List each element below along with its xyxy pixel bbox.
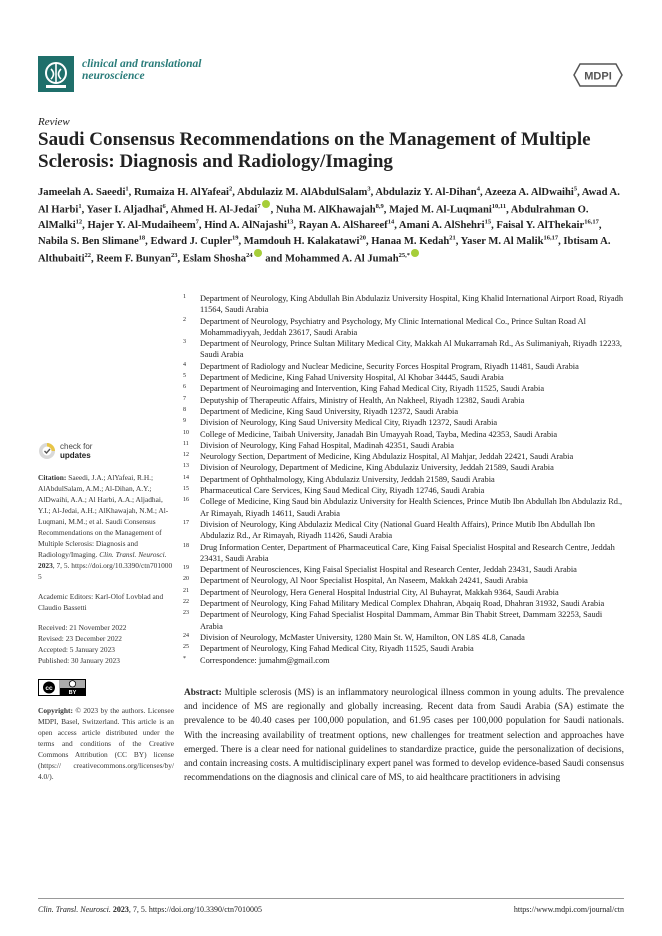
affiliation-text: Drug Information Center, Department of Pharmaceutical Care, King Faisal Specialist Hospital and Research Centre, Jeddah 23431, Saudi Arabia	[200, 542, 615, 563]
affiliation-text: Division of Neurology, King Fahad Hospital, Madinah 42351, Saudi Arabia	[200, 440, 454, 450]
check-updates-line2: updates	[60, 451, 91, 460]
affiliation-item	[183, 655, 625, 666]
affiliation-number: 6	[183, 384, 186, 391]
affiliation-text[interactable]: Correspondence: jumahm@gmail.com	[200, 655, 330, 665]
article-title: Saudi Consensus Recommendations on the Management of Multiple Sclerosis: Diagnosis and Radiology/Imaging	[38, 129, 591, 172]
author-name: Azeeza A. AlDwaihi	[484, 187, 574, 198]
affiliation-item	[183, 519, 625, 542]
author-affiliation-ref: 7	[195, 218, 199, 226]
author-affiliation-ref: 4	[476, 185, 480, 193]
citation-block	[38, 472, 174, 582]
affiliation-text: Department of Neuroimaging and Intervention, King Fahad Medical City, Riyadh 11525, Saudi Arabia	[200, 384, 545, 394]
affiliation-text: Department of Medicine, King Fahad University Hospital, Al Khobar 34445, Saudi Arabia	[200, 373, 504, 383]
affiliation-text: Department of Neurology, Psychiatry and Psychology, My Clinic International Medical Co., Prince Sultan Road Al Mohammadiyyah, Jeddah 23617, Saudi Arabia	[200, 316, 586, 337]
article-sidebar	[38, 440, 174, 782]
affiliation-number: 24	[183, 632, 189, 639]
author-affiliation-ref: 16,17	[584, 218, 599, 226]
author-affiliation-ref: 22	[84, 252, 92, 260]
abstract-label: Abstract:	[184, 688, 222, 698]
citation-doi-link[interactable]: https://doi.org/10.3390/ctn7010005	[38, 561, 173, 581]
affiliation-item	[183, 474, 625, 485]
footer-journal: Clin. Transl. Neurosci.	[38, 905, 111, 914]
affiliation-number: 18	[183, 542, 189, 549]
copyright-label: Copyright:	[38, 706, 73, 715]
affiliation-number: 8	[183, 406, 186, 413]
author-name: Majed M. Al-Luqmani	[389, 204, 492, 216]
affiliation-item	[183, 293, 625, 316]
affiliation-number: 17	[183, 519, 189, 526]
author-name: Ibtisam A. Althubaiti	[38, 235, 611, 265]
affiliation-number: 10	[183, 429, 189, 436]
affiliation-number: 12	[183, 452, 189, 459]
author-name: Edward J. Cupler	[150, 235, 232, 247]
affiliation-item	[183, 632, 625, 643]
affiliation-number: 19	[183, 565, 189, 572]
affiliation-item	[183, 564, 625, 575]
affiliation-number: 4	[183, 361, 186, 368]
author-name: Jameelah A. Saeedi	[38, 187, 126, 198]
affiliation-item	[183, 395, 625, 406]
author-affiliation-ref: 6	[162, 203, 166, 211]
affiliation-item	[183, 575, 625, 586]
affiliation-text: Department of Neurology, King Abdullah Bin Abdulaziz University Hospital, King Khalid International Airport Road, Riyadh 11564, Saudi Arabia	[200, 294, 624, 315]
author-affiliation-ref: 24	[246, 252, 253, 260]
footer-divider	[38, 898, 624, 899]
affiliation-text: Pharmaceutical Care Services, King Saud Medical City, Riyadh 12746, Saudi Arabia	[200, 486, 485, 496]
author-affiliation-ref: 21	[449, 234, 456, 242]
author-name: Ahmed H. Al-Jedai	[170, 204, 258, 216]
author-name: Abdulrahman O. AlMalki	[38, 204, 589, 232]
affiliation-number: 3	[183, 339, 186, 346]
check-updates-line1: check for	[60, 442, 93, 451]
author-affiliation-ref: 10,11	[491, 203, 507, 211]
author-affiliation-ref: 20	[359, 234, 366, 242]
author-affiliation-ref: 19	[232, 234, 239, 242]
affiliation-item	[183, 496, 625, 519]
affiliation-item	[183, 598, 625, 609]
author-name: Nuha M. AlKhawajah	[275, 204, 376, 216]
affiliation-item	[183, 462, 625, 473]
affiliation-item	[183, 417, 625, 428]
author-affiliation-ref: 5	[573, 185, 578, 193]
affiliation-item	[183, 361, 625, 372]
author-name: Reem F. Bunyan	[96, 253, 171, 265]
affiliation-item	[183, 406, 625, 417]
author-affiliation-ref: 12	[75, 218, 83, 226]
affiliation-text: Department of Neurology, Al Noor Specialist Hospital, An Naseem, Makkah 24241, Saudi Arabia	[200, 576, 528, 586]
affiliation-number: 15	[183, 486, 189, 493]
affiliation-number: 16	[183, 497, 189, 504]
journal-name-line2: neuroscience	[82, 70, 145, 82]
affiliation-number: 1	[183, 294, 186, 300]
publication-dates	[38, 622, 174, 666]
affiliation-text: Department of Neurosciences, King Faisal Specialist Hospital and Research Center, Jeddah 23431, Saudi Arabia	[200, 565, 577, 575]
author-name: Amani A. AlShehri	[398, 220, 485, 232]
citation-journal: Clin. Transl. Neurosci.	[99, 550, 167, 559]
affiliation-list	[183, 293, 625, 666]
affiliation-text: College of Medicine, Taibah University, Janadah Bin Umayyah Road, Tayba, Medina 42353, Saudi Arabia	[200, 429, 558, 439]
affiliation-item	[183, 429, 625, 440]
affiliation-item	[183, 643, 625, 654]
affiliation-text: Division of Neurology, Department of Medicine, King Abdulaziz University, Jeddah 21589, Saudi Arabia	[200, 463, 554, 473]
abstract-text: Multiple sclerosis (MS) is an inflammatory neurological illness common in young adults. The prevalence and incidence of MS are regionally and globally increasing. Recent data from Saudi Arabia (SA) estimate the prevalence to be 40.40 cases per 100,000 population, and 61.95 cases per 100,000 population for Saudi nationals. With the increasing availability of treatment options, new challenges for treatment selection and approaches have emerged. There is a clear need for national guidelines to standardize practice, guide the personalization of decisions, and contain increasing costs. A multidisciplinary expert panel was formed to develop evidence-based Saudi consensus recommendations on the diagnosis and clinical care of MS, to aid healthcare practitioners in advising	[184, 688, 624, 784]
check-updates-label	[60, 442, 92, 460]
copyright-notice	[38, 705, 174, 782]
author-name: Awad A. Al Harbi	[38, 187, 620, 216]
author-name: Rayan A. AlShareef	[298, 220, 388, 232]
affiliation-text: Neurology Section, Department of Medicine, King Abdulaziz Hospital, Al Mahjar, Jeddah 22421, Saudi Arabia	[200, 452, 574, 462]
author-affiliation-ref: 18	[138, 234, 146, 242]
affiliation-item	[183, 609, 625, 632]
author-name: Rumaiza H. AlYafeai	[133, 187, 229, 198]
accepted-date: Accepted: 5 January 2023	[38, 645, 115, 654]
affiliation-number: 25	[183, 644, 189, 651]
affiliation-text: Division of Neurology, King Abdulaziz Medical City (National Guard Health Affairs), Prince Mutib Ibn Abdullah Ibn Abdulaziz Rd., Ar Rimayah, Riyadh 11426, Saudi Arabia	[200, 519, 595, 541]
copyright-text: © 2023 by the authors. Licensee MDPI, Basel, Switzerland. This article is an open access article distributed under the terms and conditions of the Creative Commons Attribution (CC BY) license (https:// creativecommons.org/licenses/by/ 4.0/).	[38, 706, 174, 781]
affiliation-item	[183, 587, 625, 598]
citation-text: Saeedi, J.A.; AlYafeai, R.H.; AlAbdulSalam, A.M.; Al-Dihan, A.Y.; AlDwaihi, A.A.; Al Harbi, A.A.; Aljadhai, Y.I.; Al-Jedai, A.H.; AlKhawajah, N.M.; Al-Luqmani, M.M.; et al. Saudi Consensus Recommendations on the Management of Multiple Sclerosis: Diagnosis and Radiology/Imaging.	[38, 473, 169, 559]
affiliation-text: Department of Neurology, King Fahad Specialist Hospital Dammam, Ammar Bin Thabit Street, Dammam 32253, Saudi Arabia	[200, 610, 603, 631]
orcid-icon[interactable]	[254, 249, 262, 257]
affiliation-text: Department of Neurology, Prince Sultan Military Medical City, Makkah Al Mukarramah Rd., As Sulimaniyah, Riyadh 12233, Saudi Arabia	[200, 339, 623, 360]
affiliation-number: *	[183, 655, 186, 662]
author-affiliation-ref: 14	[387, 218, 395, 226]
affiliation-item	[183, 338, 625, 361]
author-affiliation-ref: 8,9	[375, 203, 384, 211]
author-name: Nabila S. Ben Slimane	[38, 235, 139, 247]
author-name: Mohammed A. Al Jumah	[284, 253, 399, 265]
footer-doi[interactable]: , 7, 5. https://doi.org/10.3390/ctn7010005	[128, 905, 263, 914]
affiliation-number: 22	[183, 599, 189, 606]
footer-journal-url[interactable]: https://www.mdpi.com/journal/ctn	[513, 905, 624, 914]
orcid-icon[interactable]	[262, 200, 270, 208]
author-joiner: and	[265, 253, 283, 265]
cc-by-license-icon[interactable]	[38, 679, 86, 696]
affiliation-item	[183, 542, 625, 565]
journal-name-line1: clinical and translational	[82, 58, 202, 70]
footer-year: 2023	[112, 905, 129, 914]
affiliation-number: 2	[183, 316, 186, 323]
journal-logo-icon	[38, 56, 74, 92]
affiliation-item	[183, 372, 625, 383]
author-name: Abdulaziz M. AlAbdulSalam	[236, 187, 368, 198]
affiliation-text: Department of Neurology, King Fahad Medical City, Riyadh 11525, Saudi Arabia	[200, 644, 474, 654]
affiliation-text: Department of Neurology, Hera General Hospital Industrial City, Al Buhayrat, Makkah 9364, Saudi Arabia	[200, 587, 559, 597]
affiliation-text: Department of Radiology and Nuclear Medicine, Security Forces Hospital Program, Riyadh 11481, Saudi Arabia	[200, 361, 579, 371]
article-type: Review	[38, 116, 70, 128]
citation-volume: , 7, 5.	[52, 561, 70, 570]
affiliation-text: Division of Neurology, King Saud University Medical City, Riyadh 12372, Saudi Arabia	[200, 418, 498, 428]
cc-by-label: BY	[68, 690, 77, 696]
affiliation-number: 13	[183, 463, 189, 470]
author-name: Abdulaziz Y. Al-Dihan	[375, 187, 477, 198]
author-affiliation-ref: 16,17	[543, 234, 559, 242]
author-affiliation-ref: 25,*	[398, 252, 410, 260]
affiliation-item	[183, 485, 625, 496]
published-date: Published: 30 January 2023	[38, 656, 120, 665]
affiliation-number: 7	[183, 395, 186, 402]
affiliation-item	[183, 316, 625, 339]
affiliation-text: College of Medicine, King Saud bin Abdulaziz University for Health Sciences, Prince Mutib Ibn Abdullah Ibn Abdulaziz Rd., Ar Rimayah, Riyadh 14611, Saudi Arabia	[200, 497, 623, 518]
author-affiliation-ref: 1	[125, 185, 129, 193]
citation-label: Citation:	[38, 473, 67, 482]
received-date: Received: 21 November 2022	[38, 623, 127, 632]
author-name: Eslam Shosha	[182, 253, 247, 265]
academic-editors: Academic Editors: Karl-Olof Lovblad and Claudio Bassetti	[38, 592, 164, 612]
mdpi-logo-icon	[572, 60, 624, 90]
author-affiliation-ref: 23	[170, 252, 178, 260]
author-affiliation-ref: 7	[257, 203, 261, 211]
author-name: Hajer Y. Al-Mudaiheem	[87, 220, 196, 232]
affiliation-item	[183, 383, 625, 394]
affiliation-number: 23	[183, 610, 189, 617]
author-name: Hind A. AlNajashi	[204, 220, 287, 232]
affiliation-text: Division of Neurology, McMaster University, 1280 Main St. W, Hamilton, ON L8S 4L8, Canada	[200, 632, 525, 642]
author-name: Hanaa M. Kedah	[371, 235, 450, 247]
affiliation-text: Department of Ophthalmology, King Abdulaziz University, Jeddah 21589, Saudi Arabia	[200, 474, 495, 484]
affiliation-text: Deputyship of Therapeutic Affairs, Ministry of Health, An Nakheel, Riyadh 12382, Saudi Arabia	[200, 395, 525, 405]
revised-date: Revised: 23 December 2022	[38, 634, 122, 643]
check-updates-icon	[38, 442, 56, 460]
orcid-icon[interactable]	[411, 249, 419, 257]
publisher-name: MDPI	[584, 70, 612, 83]
author-affiliation-ref: 15	[484, 218, 492, 226]
author-affiliation-ref: 13	[286, 218, 294, 226]
affiliation-number: 11	[183, 440, 189, 447]
affiliation-number: 5	[183, 373, 186, 380]
affiliation-number: 14	[183, 474, 189, 481]
affiliation-text: Department of Medicine, King Saud University, Riyadh 12372, Saudi Arabia	[200, 406, 459, 416]
affiliation-text: Department of Neurology, King Fahad Military Medical Complex Dhahran, Abqaiq Road, Dhahran 31932, Saudi Arabia	[200, 599, 605, 609]
author-name: Mamdouh H. Kalakatawi	[243, 235, 360, 247]
abstract-section	[184, 686, 624, 785]
author-name: Yaser M. Al Malik	[460, 235, 544, 247]
journal-header	[38, 56, 624, 96]
journal-name	[82, 58, 212, 82]
check-for-updates-button[interactable]	[38, 440, 174, 464]
author-name: Faisal Y. AlThekair	[496, 220, 585, 232]
author-affiliation-ref: 1	[78, 203, 82, 211]
footer-citation	[38, 905, 262, 914]
citation-year: 2023	[38, 561, 53, 570]
author-affiliation-ref: 3	[367, 185, 371, 193]
affiliation-number: 20	[183, 576, 189, 583]
affiliation-number: 21	[183, 587, 189, 594]
affiliation-item	[183, 451, 625, 462]
affiliation-number: 9	[183, 418, 186, 425]
author-affiliation-ref: 2	[229, 185, 233, 193]
affiliation-item	[183, 440, 625, 451]
cc-label: cc	[45, 685, 53, 692]
author-name: Yaser I. Aljadhai	[86, 204, 163, 216]
author-list: Jameelah A. Saeedi$^1$, Rumaiza H. AlYafeai$^2$, Abdulaziz M. AlAbdulSalam$^3$, Abdulaziz Y. Al-Dihan$^4$, Azeeza A. AlDwaihi$^5$, Awad A. Al Harbi$^1$, Yaser I. Aljadhai$^6$, Ahmed H. Al-Jedai$^7$ , Nuha M. AlKhawajah$^{8,9}$, Majed M. Al-Luqmani$^{10,11}$, Abdulrahman O. AlMalki$^{12}$, Hajer Y. Al-Mudaiheem$^7$, Hind A. AlNajashi$^{13}$, Rayan A. AlShareef$^{14}$, Amani A. AlShehri$^{15}$, Faisal Y. AlThekair$^{16,17}$, Nabila S. Ben Slimane$^{18}$, Edward J. Cupler$^{19}$, Mamdouh H. Kalakatawi$^{20}$, Hanaa M. Kedah$^{21}$, Yaser M. Al Malik$^{16,17}$, Ibtisam A. Althubaiti$^{22}$, Reem F. Bunyan$^{23}$, Eslam Shosha$^{24}$ and Mohammed A. Al Jumah$^{25,*}$	[38, 185, 620, 265]
